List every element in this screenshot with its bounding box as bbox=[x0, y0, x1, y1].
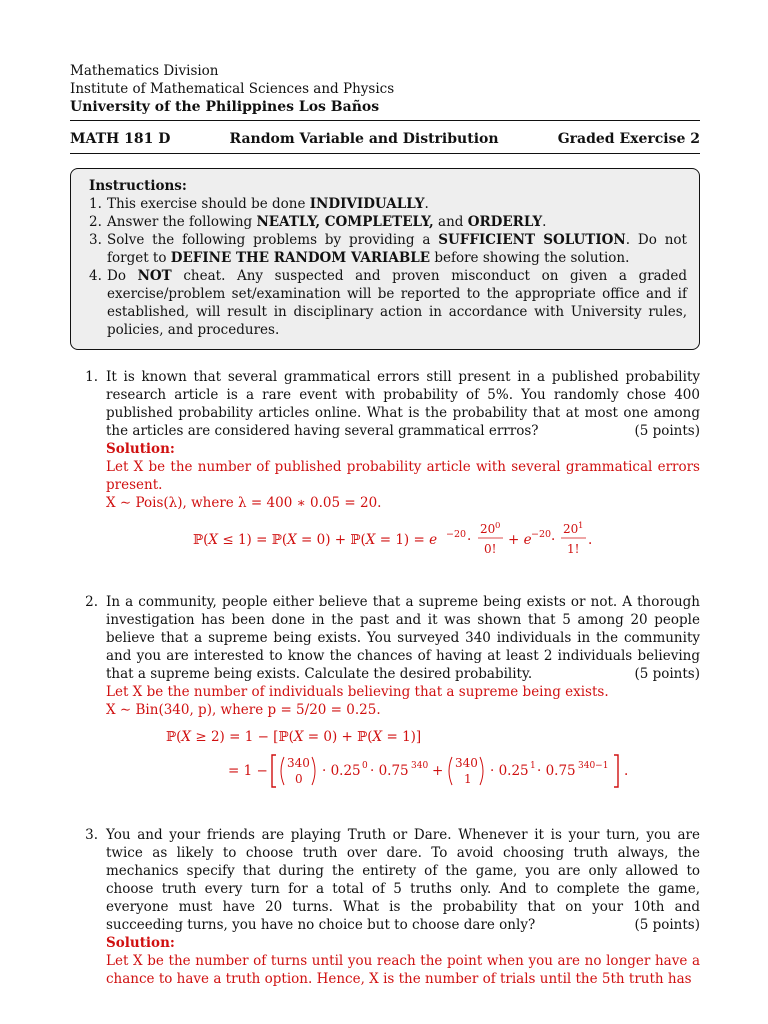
problem-number: 2. bbox=[85, 594, 98, 610]
svg-text:ℙ(X ≥ 2) = 1 − [ℙ(X = 0) + ℙ(X: ℙ(X ≥ 2) = 1 − [ℙ(X = 0) + ℙ(X = 1)] bbox=[166, 729, 422, 745]
problem-number: 1. bbox=[85, 369, 98, 385]
svg-text:0: 0 bbox=[495, 521, 501, 531]
instruction-number: 2. bbox=[89, 214, 102, 230]
solution-line: Let X be the number of individuals believing that a supreme being exists. bbox=[106, 684, 609, 700]
svg-text:.: . bbox=[588, 532, 593, 548]
instruction-text: This exercise should be done INDIVIDUALLY. bbox=[107, 196, 429, 212]
svg-text:0!: 0! bbox=[484, 542, 497, 556]
instruction-item bbox=[89, 267, 687, 339]
instruction-text: Answer the following NEATLY, COMPLETELY, and ORDERLY. bbox=[107, 214, 547, 230]
exercise-name: Graded Exercise 2 bbox=[557, 131, 700, 147]
svg-text:340−1: 340−1 bbox=[578, 761, 609, 771]
problem-body bbox=[106, 826, 700, 988]
problem-points: (5 points) bbox=[634, 917, 700, 933]
problem-1 bbox=[70, 368, 700, 571]
instruction-number: 4. bbox=[89, 268, 102, 284]
svg-text:+: + bbox=[432, 763, 444, 779]
problem-2 bbox=[70, 593, 700, 804]
division-name: Mathematics Division bbox=[70, 63, 219, 79]
instruction-text: Do NOT cheat. Any suspected and proven misconduct on given a graded exercise/problem set/examination will be reported to the appropriate office and if established, will result in disciplinary action in accordance with University rules, policies, and procedures. bbox=[107, 268, 687, 338]
instruction-item bbox=[89, 231, 687, 267]
instruction-number: 3. bbox=[89, 232, 102, 248]
svg-text:0: 0 bbox=[295, 772, 303, 786]
course-topic: Random Variable and Distribution bbox=[229, 131, 499, 147]
university-name: University of the Philippines Los Baños bbox=[70, 99, 380, 115]
svg-text:· 0.75: · 0.75 bbox=[370, 763, 409, 779]
svg-text:−20: −20 bbox=[531, 529, 552, 540]
svg-text:·: · bbox=[467, 532, 472, 548]
svg-text:ℙ(X ≤ 1) = ℙ(X = 0) + ℙ(X = 1): ℙ(X ≤ 1) = ℙ(X = 0) + ℙ(X = 1) = e bbox=[193, 532, 438, 548]
equation-graphic bbox=[166, 727, 636, 793]
instruction-number: 1. bbox=[89, 196, 102, 212]
problem-number: 3. bbox=[85, 827, 98, 843]
svg-text:340: 340 bbox=[411, 761, 429, 771]
instructions-list bbox=[89, 195, 687, 339]
problem-text: You and your friends are playing Truth or Dare. Whenever it is your turn, you are twice as likely to choose truth over dare. To avoid choosing truth always, the mechanics specify that during the entirety of the game, you are only allowed to choose truth every turn for a total of 5 truths only. And to complete the game, everyone must have 20 turns. What is the probability that on your 10th and succeeding turns, you have no choice but to choose dare only? bbox=[106, 827, 700, 933]
problem-text: It is known that several grammatical errors still present in a published probability research article is a rare event with probability of 5%. You randomly chose 400 published probability articles online. What is the probability that at most one among the articles are considered having several grammatical errros? bbox=[106, 369, 700, 439]
problem-body bbox=[106, 593, 700, 804]
instructions-title: Instructions: bbox=[89, 178, 187, 194]
svg-text:0: 0 bbox=[362, 761, 368, 771]
instruction-item bbox=[89, 195, 687, 213]
solution-line: Let X be the number of turns until you reach the point when you are no longer have a chance to have a truth option. Hence, X is the number of trials until the 5th truth has bbox=[106, 953, 700, 987]
problem-3 bbox=[70, 826, 700, 988]
svg-text:−20: −20 bbox=[446, 529, 467, 540]
solution-label: Solution: bbox=[106, 935, 175, 951]
svg-text:340: 340 bbox=[455, 756, 478, 770]
svg-text:1!: 1! bbox=[567, 542, 580, 556]
solution-label: Solution: bbox=[106, 441, 175, 457]
svg-text:·: · bbox=[551, 532, 556, 548]
svg-text:340: 340 bbox=[287, 756, 310, 770]
course-rule bbox=[70, 153, 700, 154]
solution-equation bbox=[106, 520, 700, 565]
svg-text:20: 20 bbox=[480, 522, 496, 536]
exercise-page bbox=[70, 62, 700, 988]
problem-text: In a community, people either believe that a supreme being exists or not. A thorough investigation has been done in the past and it was shown that 5 among 20 people believe that a supreme being exists. You surveyed 340 individuals in the community and you are interested to know the chances of having at least 2 individuals believing that a supreme being exists. Calculate the desired probability. bbox=[106, 594, 700, 682]
course-line bbox=[70, 131, 700, 147]
course-code: MATH 181 D bbox=[70, 131, 171, 147]
header-rule bbox=[70, 120, 700, 121]
solution-line: X ∼ Pois(λ), where λ = 400 ∗ 0.05 = 20. bbox=[106, 495, 382, 511]
instruction-item bbox=[89, 213, 687, 231]
svg-text:1: 1 bbox=[578, 521, 584, 531]
svg-text:1: 1 bbox=[464, 772, 472, 786]
solution-equation bbox=[106, 727, 700, 798]
svg-text:.: . bbox=[624, 763, 629, 779]
problem-body bbox=[106, 368, 700, 571]
equation-graphic bbox=[193, 520, 613, 560]
svg-text:· 0.25: · 0.25 bbox=[322, 763, 361, 779]
solution-line: X ∼ Bin(340, p), where p = 5/20 = 0.25. bbox=[106, 702, 381, 718]
instruction-text: Solve the following problems by providing a SUFFICIENT SOLUTION. Do not forget to DEFINE THE RANDOM VARIABLE before showing the solution. bbox=[107, 232, 687, 266]
svg-text:· 0.75: · 0.75 bbox=[537, 763, 576, 779]
institute-name: Institute of Mathematical Sciences and Physics bbox=[70, 81, 395, 97]
svg-text:20: 20 bbox=[563, 522, 579, 536]
instructions-box bbox=[70, 168, 700, 350]
svg-text:1: 1 bbox=[530, 761, 536, 771]
problem-points: (5 points) bbox=[634, 666, 700, 682]
solution-line: Let X be the number of published probability article with several grammatical errors present. bbox=[106, 459, 700, 493]
svg-text:· 0.25: · 0.25 bbox=[490, 763, 529, 779]
svg-text:+ e: + e bbox=[508, 532, 532, 548]
problem-points: (5 points) bbox=[634, 423, 700, 439]
svg-text:= 1 −: = 1 − bbox=[228, 763, 268, 779]
